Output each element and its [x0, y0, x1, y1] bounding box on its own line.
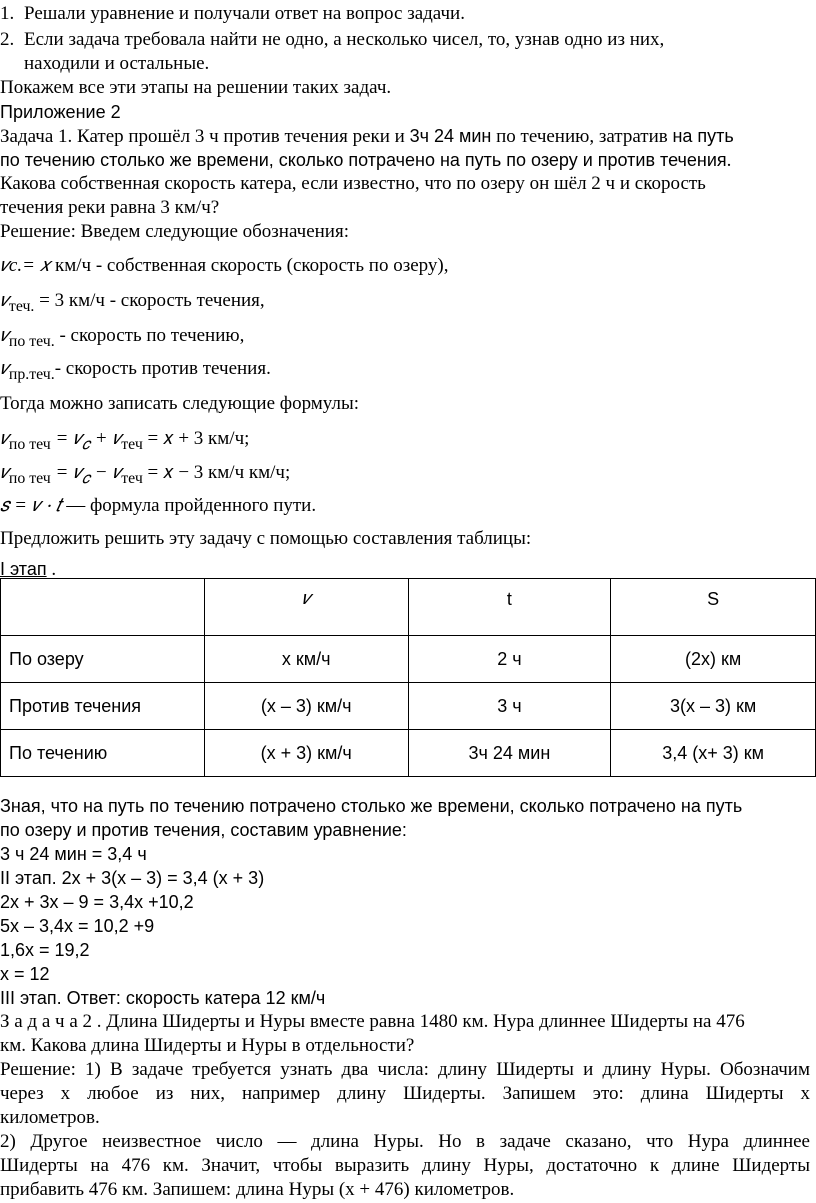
math-subscript: по теч.: [8, 332, 55, 350]
math-symbol: 𝑣: [0, 290, 9, 311]
equation-intro-line-2: по озеру и против течения, составим уравнение:: [0, 820, 407, 840]
table-cell: 3ч 24 мин: [408, 730, 611, 777]
stage-dot: .: [51, 559, 57, 580]
task2-solution-line-4: 2) Другое неизвестное число — длина Нуры. Но в задаче сказано, что Нура длиннее: [0, 1131, 810, 1152]
table-cell: (х + 3) км/ч: [204, 730, 408, 777]
notation-text: - скорость против течения.: [54, 358, 271, 379]
table-intro: Предложить решить эту задачу с помощью составления таблицы:: [0, 528, 532, 549]
task1-text-sans: по течению столько же времени, сколько потрачено на путь по озеру и против течения: [0, 150, 727, 170]
list-number: 1.: [0, 3, 15, 24]
math-symbol: 𝑣: [0, 358, 9, 379]
table-cell: По озеру: [1, 636, 205, 683]
math-symbol: = 3: [39, 290, 65, 311]
notation-text: км/ч - скорость течения,: [68, 290, 265, 311]
table-row: [1, 636, 816, 683]
time-conversion: 3 ч 24 мин = 3,4 ч: [0, 844, 147, 864]
math-subscript: по теч: [8, 435, 51, 453]
math-symbol: 𝑣: [0, 428, 9, 449]
task2-solution-line-5: Шидерты на 476 км. Значит, чтобы выразить длину Нуры, достаточно к длине Шидерты: [0, 1155, 810, 1176]
task2-solution-line-1: Решение: 1) В задаче требуется узнать два числа: длину Шидерты и длину Нуры. Обозначим: [0, 1059, 810, 1080]
table-cell: По течению: [1, 730, 205, 777]
table-row: [1, 683, 816, 730]
math-symbol: 𝑠 = 𝑣 ⋅ 𝑡: [0, 495, 62, 516]
table-row: [1, 730, 816, 777]
formula-text: — формула пройденного пути.: [66, 495, 317, 516]
stage-2-equation: II этап. 2х + 3(х – 3) = 3,4 (х + 3): [0, 868, 265, 888]
formula-upstream: [0, 461, 810, 491]
solution-table: [0, 578, 816, 777]
task1-period: .: [726, 150, 732, 171]
equation-step: 5х – 3,4х = 10,2 +9: [0, 916, 155, 936]
notation-text: км/ч - собственная скорость (скорость по озеру),: [55, 255, 449, 276]
intro-paragraph: Покажем все эти этапы на решении таких задач.: [0, 77, 392, 98]
math-symbol: + 𝑣: [94, 428, 122, 449]
math-symbol: = 𝑣: [55, 462, 83, 483]
stage-3-answer: III этап. Ответ: скорость катера 12 км/ч: [0, 988, 326, 1008]
notation-own-speed: [0, 254, 810, 278]
table-cell: Против течения: [1, 683, 205, 730]
task1-time: 3ч 24 мин: [409, 126, 492, 146]
formulas-intro: Тогда можно записать следующие формулы:: [0, 393, 359, 414]
math-symbol: − 𝑣: [94, 462, 122, 483]
table-cell: 2 ч: [408, 636, 611, 683]
math-symbol: 𝑣: [0, 325, 9, 346]
math-subscript: теч.: [8, 297, 35, 315]
stage-label: I этап: [0, 559, 47, 579]
table-header-row: [1, 579, 816, 636]
task1-text: по течению, затратив: [496, 126, 668, 147]
math-subscript: пр.теч.: [8, 365, 55, 383]
equation-step: х = 12: [0, 964, 50, 984]
task1-text-sans: на путь: [672, 126, 734, 146]
notation-downstream-speed: [0, 324, 810, 354]
list-item-2-continuation: находили и остальные.: [24, 53, 210, 74]
task1-line-2: [0, 148, 810, 173]
list-item-2: [0, 28, 810, 52]
equation-step: 2х + 3х – 9 = 3,4х +10,2: [0, 892, 194, 912]
table-cell: х км/ч: [204, 636, 408, 683]
equation-step: 1,6х = 19,2: [0, 940, 90, 960]
task2-line-1: З а д а ч а 2 . Длина Шидерты и Нуры вместе равна 1480 км. Нура длиннее Шидерты на 476: [0, 1011, 745, 1032]
math-subscript: 𝑐: [82, 469, 91, 487]
math-symbol: = 𝑣: [55, 428, 83, 449]
table-header-cell: S: [611, 579, 816, 636]
table-header-cell: t: [408, 579, 611, 636]
list-number: 2.: [0, 29, 15, 50]
notation-text: - скорость по течению,: [59, 325, 245, 346]
math-symbol: 𝑣: [0, 462, 9, 483]
table-cell: 3,4 (х+ 3) км: [611, 730, 816, 777]
table-cell: (х – 3) км/ч: [204, 683, 408, 730]
equation-intro-line-1: Зная, что на путь по течению потрачено столько же времени, сколько потрачено на путь: [0, 796, 743, 816]
formula-distance: [0, 494, 810, 518]
formula-downstream: [0, 427, 810, 457]
math-subscript: 𝑐: [82, 435, 91, 453]
notation-current-speed: [0, 289, 810, 319]
math-subscript: теч: [121, 469, 143, 487]
math-symbol: 𝑣с.= 𝑥: [0, 255, 51, 276]
task2-line-2: км. Какова длина Шидерты и Нуры в отдельности?: [0, 1035, 415, 1056]
math-symbol: = 𝑥 + 3 км/ч;: [147, 428, 250, 449]
list-item-1: [0, 2, 810, 26]
table-header-cell: 𝑣: [204, 579, 408, 636]
solution-label: Решение: Введем следующие обозначения:: [0, 221, 349, 242]
task1-line-4: течения реки равна 3 км/ч?: [0, 197, 220, 218]
task2-solution-line-2: через х любое из них, например длину Шидерты. Запишем это: длина Шидерты х: [0, 1083, 810, 1104]
table-cell: 3 ч: [408, 683, 611, 730]
math-subscript: по теч: [8, 469, 51, 487]
table-cell: 3(х – 3) км: [611, 683, 816, 730]
task2-solution-line-6: прибавить 476 км. Запишем: длина Нуры (х + 476) километров.: [0, 1179, 515, 1200]
task1-line-1: [0, 124, 810, 149]
task2-solution-line-3: километров.: [0, 1107, 100, 1128]
appendix-heading: Приложение 2: [0, 102, 121, 122]
task1-line-3: Какова собственная скорость катера, если известно, что по озеру он шёл 2 ч и скорость: [0, 173, 706, 194]
table-header-cell: [1, 579, 205, 636]
math-subscript: теч: [121, 435, 143, 453]
notation-upstream-speed: [0, 357, 810, 387]
table-cell: (2х) км: [611, 636, 816, 683]
list-text: Решали уравнение и получали ответ на вопрос задачи.: [24, 3, 465, 24]
list-text: Если задача требовала найти не одно, а несколько чисел, то, узнав одно из них,: [24, 29, 665, 50]
task1-text: Задача 1. Катер прошёл 3 ч против течения реки и: [0, 126, 405, 147]
math-symbol: = 𝑥 − 3 км/ч км/ч;: [147, 462, 291, 483]
